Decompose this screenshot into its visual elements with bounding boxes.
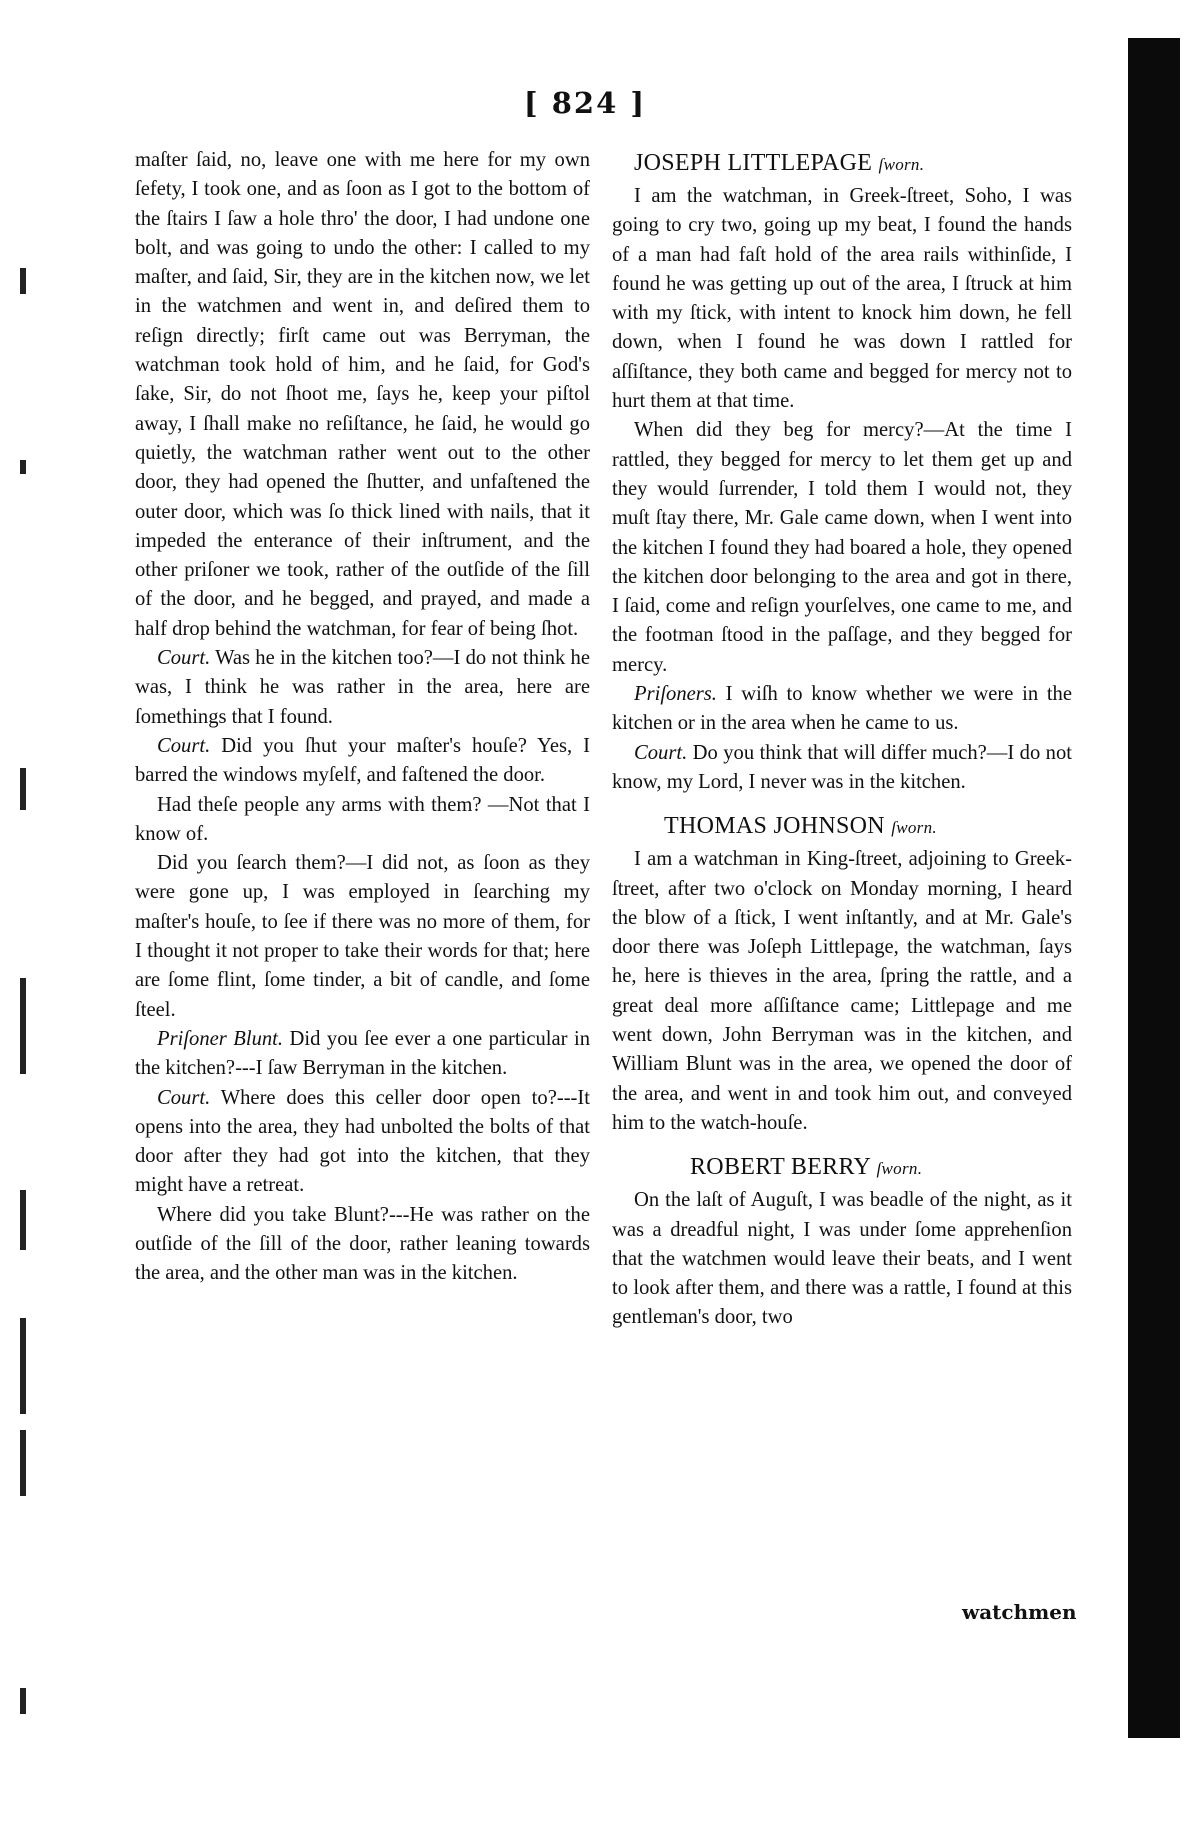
witness-heading: THOMAS JOHNSON ſworn.	[664, 813, 937, 840]
paragraph: Court. Did you ſhut your maſter's houſe? Yes, I barred the windows myſelf, and faſtened the door.	[135, 734, 591, 787]
paragraph: When did they beg for mercy?—At the time I rattled, they begged for mercy to let them get up and they would ſurrender, I told them I would not, they muſt ſtay there, Mr. Gale came down, when I went into the kitchen I found they had boared a hole, they opened the kitchen door belonging to the area and got in there, I ſaid, come and reſign yourſelves, one came to me, and the footman ſtood in the paſſage, and they begged for mercy.	[612, 419, 1072, 676]
speaker-label: Court.	[157, 1086, 211, 1109]
sworn-label: ſworn.	[878, 155, 925, 174]
paragraph: I am a watchman in King-ſtreet, adjoining to Greek-ſtreet, after two o'clock on Monday morning, I heard the blow of a ſtick, I went inſtantly, and at Mr. Gale's door there was Joſeph Littlepage, the watchman, ſays he, here is thieves in the area, ſpring the rattle, and a great deal more aſſiſtance came; Littlepage and me went down, John Berryman was in the kitchen, and William Blunt was in the area, we opened the door of the area, and went in and took him out, and conveyed him to the watch-houſe.	[612, 848, 1072, 1134]
speaker-label: Priſoners.	[634, 683, 717, 706]
right-column	[612, 146, 1072, 1333]
catchword: watchmen	[962, 1600, 1077, 1624]
paragraph: Priſoner Blunt. Did you ſee ever a one particular in the kitchen?---I ſaw Berryman in the kitchen.	[135, 1027, 590, 1080]
page-number: [ 824 ]	[523, 86, 647, 120]
left-column	[135, 146, 590, 1289]
paragraph: Priſoners. I wiſh to know whether we were in the kitchen or in the area when he came to us.	[612, 683, 1072, 735]
speaker-label: Priſoner Blunt.	[157, 1027, 284, 1050]
paragraph: Where did you take Blunt?---He was rather on the outſide of the ſill of the door, rather leaning towards the area, and the other man was in the kitchen.	[135, 1203, 590, 1285]
witness-heading: JOSEPH LITTLEPAGE ſworn.	[634, 150, 925, 176]
paragraph: I am the watchman, in Greek-ſtreet, Soho, I was going to cry two, going up my beat, I found the hands of a man had faſt hold of the area rails withinſide, I found he was getting up out of the area, I ſtruck at him with my ſtick, with intent to knock him down, he fell down, when I found he was down I rattled for aſſiſtance, they both came and begged for mercy not to hurt them at that time.	[612, 185, 1072, 413]
gutter-marks	[20, 160, 50, 1760]
paragraph: Had theſe people any arms with them? —Not that I know of.	[135, 793, 590, 845]
paragraph: On the laſt of Auguſt, I was beadle of the night, as it was a dreadful night, I was under ſome apprehenſion that the watchmen would leave their beats, and I went to look after them, and there was a rattle, I found at this gentleman's door, two	[612, 1189, 1072, 1329]
page-edge-shadow	[1128, 38, 1180, 1738]
speaker-label: Court.	[157, 647, 211, 670]
paragraph: Court. Do you think that will differ much?—I do not know, my Lord, I never was in the kitchen.	[612, 741, 1072, 793]
paragraph: Court. Where does this celler door open to?---It opens into the area, they had unbolted the bolts of that door after they had got into the kitchen, that they might have a retreat.	[135, 1086, 590, 1197]
speaker-label: Court.	[634, 741, 688, 764]
sworn-label: ſworn.	[891, 818, 937, 838]
sworn-label: ſworn.	[876, 1159, 923, 1179]
paragraph: Did you ſearch them?—I did not, as ſoon as they were gone up, I was employed in ſearching my maſter's houſe, to ſee if there was no more of them, for I thought it not proper to take their words for that; here are ſome flint, ſome tinder, a bit of candle, and ſome ſteel.	[135, 852, 590, 1021]
paragraph: maſter ſaid, no, leave one with me here for my own ſefety, I took one, and as ſoon as I got to the bottom of the ſtairs I ſaw a hole thro' the door, I had undone one bolt, and was going to undo the other: I called to my maſter, and ſaid, Sir, they are in the kitchen now, we let in the watchmen and went in, and deſired them to reſign directly; firſt came out was Berryman, the watchman took hold of him, and he ſaid, for God's ſake, Sir, do not ſhoot me, ſays he, keep your piſtol away, I ſhall make no reſiſtance, he ſaid, he would go quietly, the watchman rather went out to the other door, they had opened the ſhutter, and unfaſtened the outer door, which was ſo thick lined with nails, that it impeded the enterance of their inſtrument, and the other priſoner we took, rather of the outſide of the ſill of the door, and he begged, and prayed, and made a half drop behind the watchman, for fear of being ſhot.	[135, 149, 590, 640]
speaker-label: Court.	[157, 734, 211, 757]
witness-heading: ROBERT BERRY ſworn.	[690, 1154, 923, 1181]
paragraph: Court. Was he in the kitchen too?—I do not think he was, I think he was rather in the area, here are ſomethings that I found.	[135, 647, 590, 728]
